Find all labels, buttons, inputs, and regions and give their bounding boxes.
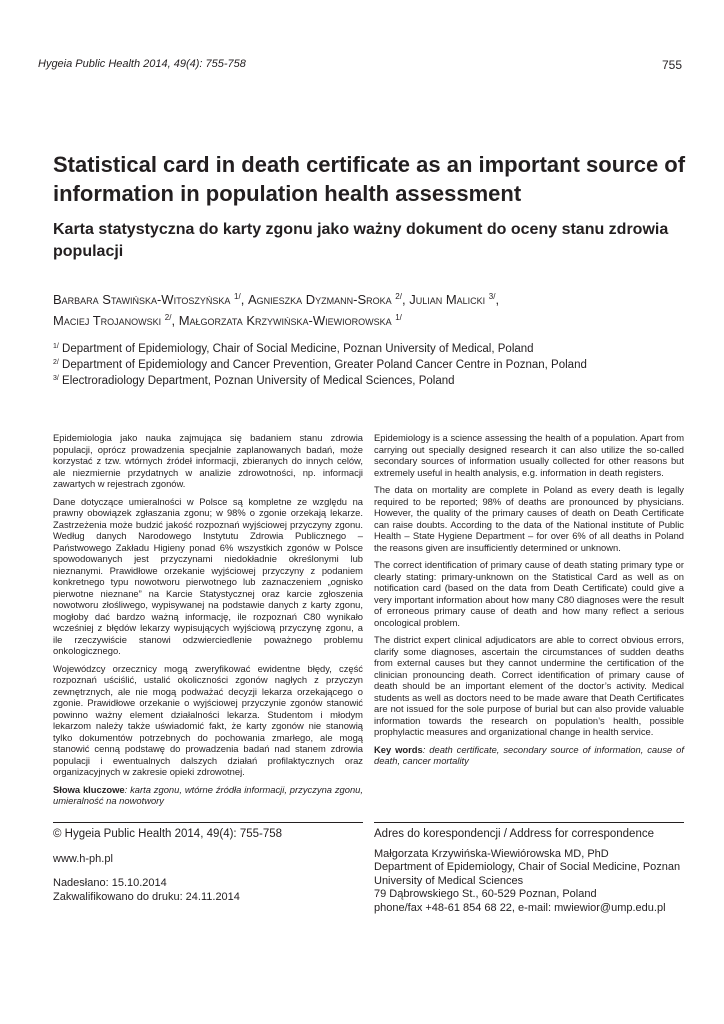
- author-name: Agnieszka Dyzmann-Sroka: [247, 292, 392, 307]
- abstract-polish: [53, 432, 363, 813]
- abstract-paragraph: Dane dotyczące umieralności w Polsce są kompletne ze względu na prawny obowiązek zgłaszania zgonu; w 98% o zgonie orzekają lekarze. Zastrzeżenia może budzić jakość rozpoznań wyjściowej przyczyny zgonu. Według danych Narodowego Instytutu Zdrowia Publicznego – Państwowego Zakładu Higieny ponad 6% wszystkich zgonów w Polsce spowodowanych jest przyczynami niedokładnie określonymi lub nieznanymi. Prawidłowe orzekanie wyjściowej przyczyny z podaniem konkretnego typu nowotworu pierwotnego lub zaznaczeniem „ognisko pierwotne nieznane” na Karcie Statystycznej oraz karcie zgłoszenia nowotworu złośliwego, wypisywanej na podstawie danych z karty zgonu, mogłoby dać bardzo ważną informację, ile rozpoznań C80 wynikało wcześniej z błędów lekarzy wypisujących wyjściową przyczynę zgonu, a ile rzeczywiście stanowi odzwierciedlenie poważnego problemu onkologicznego.: [53, 495, 363, 656]
- address-line: Małgorzata Krzywińska-Wiewiórowska MD, PhD: [374, 847, 609, 860]
- author-name: Maciej Trojanowski: [53, 313, 162, 328]
- affiliation: [53, 357, 693, 373]
- author: Barbara Stawińska-Witoszyńska $^{1/}$,: [53, 292, 245, 307]
- affiliation: [53, 373, 693, 389]
- author: Maciej Trojanowski $^{2/}$,: [53, 313, 176, 328]
- footer-divider-left: [53, 822, 363, 823]
- address-line: Department of Epidemiology, Chair of Social Medicine, Poznan: [374, 861, 681, 873]
- author-name: Małgorzata Krzywińska-Wiewiorowska: [178, 313, 392, 328]
- copyright-line: © Hygeia Public Health 2014, 49(4): 755-758: [53, 828, 283, 840]
- author: [179, 313, 402, 328]
- keywords-polish: [53, 784, 363, 807]
- affiliation-mark: 2/: [395, 292, 402, 301]
- affiliation-mark: 2/: [53, 359, 59, 366]
- submitted-date: Nadesłano: 15.10.2014: [53, 877, 167, 889]
- affiliation-text: Electroradiology Department, Poznan University of Medical Sciences, Poland: [58, 375, 455, 387]
- author-name: Barbara Stawińska-Witoszyńska: [53, 292, 231, 307]
- abstract-paragraph: Epidemiologia jako nauka zajmująca się badaniem stanu zdrowia populacji, oprócz prowadzenia specjalnie zaplanowanych badań, może korzystać z tzw. wtórnych źródeł informacji, zbieranych do innych celów, ale niezmiernie przydatnych w analizie zdrowotności, np. informacji zawartych w rejestrach zgonów.: [53, 432, 363, 489]
- article-subtitle-polish: Karta statystyczna do karty zgonu jako ważny dokument do oceny stanu zdrowia populacji: [53, 221, 669, 260]
- keywords-label: Key words: [374, 743, 423, 755]
- author: Agnieszka Dyzmann-Sroka $^{2/}$,: [247, 292, 406, 307]
- correspondence-heading: Adres do korespondencji / Address for correspondence: [374, 828, 654, 840]
- affiliation-mark: 3/: [53, 375, 59, 382]
- affiliation: [53, 341, 693, 357]
- contact-line: phone/fax +48-61 854 68 22, e-mail: mwiewior@ump.edu.pl: [374, 901, 666, 914]
- footer-divider-right: [374, 822, 684, 823]
- article-title: Statistical card in death certificate as an important source of information in population health assessment: [53, 152, 686, 206]
- keywords-text: : karta zgonu, wtórne źródła informacji, przyczyna zgonu, umieralność na nowotwory: [53, 783, 363, 806]
- abstract-paragraph: Wojewódzcy orzecznicy mogą zweryfikować ewidentne błędy, część rozpoznań uściślić, ustalić okoliczności zgonów nagłych z przyczyn zewnętrznych, ale nie mogą podważać decyzji lekarza orzekającego o zgonie. Prawidłowe orzekanie o wyjściowej przyczynie zgonów stanowić powinno ważny element działalności lekarza. Studentom i młodym lekarzom należy także uświadomić fakt, że karty zgonów nie stanowią tylko dokumentów potrzebnych do pochowania zmarłego, ale mogą stanowić cenną podstawę do prowadzenia badań nad stanem zdrowia populacji i ewentualnych dalszych działań profilaktycznych oraz organizacyjnych w zakresie opieki zdrowotnej.: [53, 662, 363, 777]
- affiliation-mark: 3/: [488, 292, 496, 301]
- keywords-label: Słowa kluczowe: [53, 783, 125, 795]
- author-list: [53, 289, 693, 331]
- correspondence-address: [374, 828, 684, 915]
- running-head: [38, 58, 682, 76]
- affiliation-list: [53, 341, 693, 389]
- abstract-paragraph: Epidemiology is a science assessing the health of a population. Apart from carrying out specially designed research it can also utilize the so-called secondary sources of information usually collected for other reasons but extremely useful in health analysis, e.g. information in death registers.: [374, 432, 684, 478]
- journal-citation: Hygeia Public Health 2014, 49(4): 755-758: [38, 58, 246, 70]
- page-number: 755: [661, 58, 682, 72]
- publication-info: [53, 828, 363, 904]
- address-line: University of Medical Sciences: [374, 874, 524, 887]
- affiliation-mark: 1/: [234, 292, 241, 301]
- abstract-paragraph: The correct identification of primary cause of death stating primary type or clearly stating: primary-unknown on the Statistical Card as well as on notification card (based on the data from Death Certificate) could give a very important information about how many C80 diagnoses were the result of erroneous primary cause of death and how many reflect a serious oncological problem.: [374, 559, 684, 628]
- affiliation-mark: 2/: [164, 313, 172, 322]
- address-line: 79 Dąbrowskiego St., 60-529 Poznan, Poland: [374, 888, 597, 900]
- affiliation-text: Department of Epidemiology and Cancer Prevention, Greater Poland Cancer Centre in Poznan, Poland: [58, 359, 587, 371]
- accepted-date: Zakwalifikowano do druku: 24.11.2014: [53, 890, 240, 903]
- author: Julian Malicki $^{3/}$,: [409, 292, 500, 307]
- abstract-paragraph: The district expert clinical adjudicators are able to correct obvious errors, clarify some diagnoses, ascertain the circumstances of sudden deaths from external causes but they cannot undermine the certification of the clinician pronouncing death. Correct identification of primary cause of death should be an important element of the doctor’s activity. Medical students as well as doctors need to be made aware that Death Certificates are not issued for the sole purpose of burial but can also provide valuable information towards the research on population’s health, possible prophylactic measures and organizational change in health service.: [374, 634, 684, 737]
- affiliation-mark: 1/: [395, 313, 402, 322]
- abstract-paragraph: The data on mortality are complete in Poland as every death is legally required to be reported; 98% of deaths are pronounced by physicians. However, the quality of the primary causes of death on Death Certificate can raise doubts. According to the data of the National institute of Public Health – State Hygiene Department – for over 6% of all deaths in Poland the reasons given are insufficiently determined or unknown.: [374, 484, 684, 553]
- website-link[interactable]: www.h-ph.pl: [53, 852, 113, 865]
- keywords-english: [374, 744, 684, 767]
- affiliation-text: Department of Epidemiology, Chair of Social Medicine, Poznan University of Medical, Poland: [58, 343, 534, 355]
- abstract-english: [374, 432, 684, 773]
- keywords-text: : death certificate, secondary source of information, cause of death, cancer mortality: [374, 743, 685, 766]
- author-name: Julian Malicki: [409, 292, 486, 307]
- affiliation-mark: 1/: [53, 343, 59, 350]
